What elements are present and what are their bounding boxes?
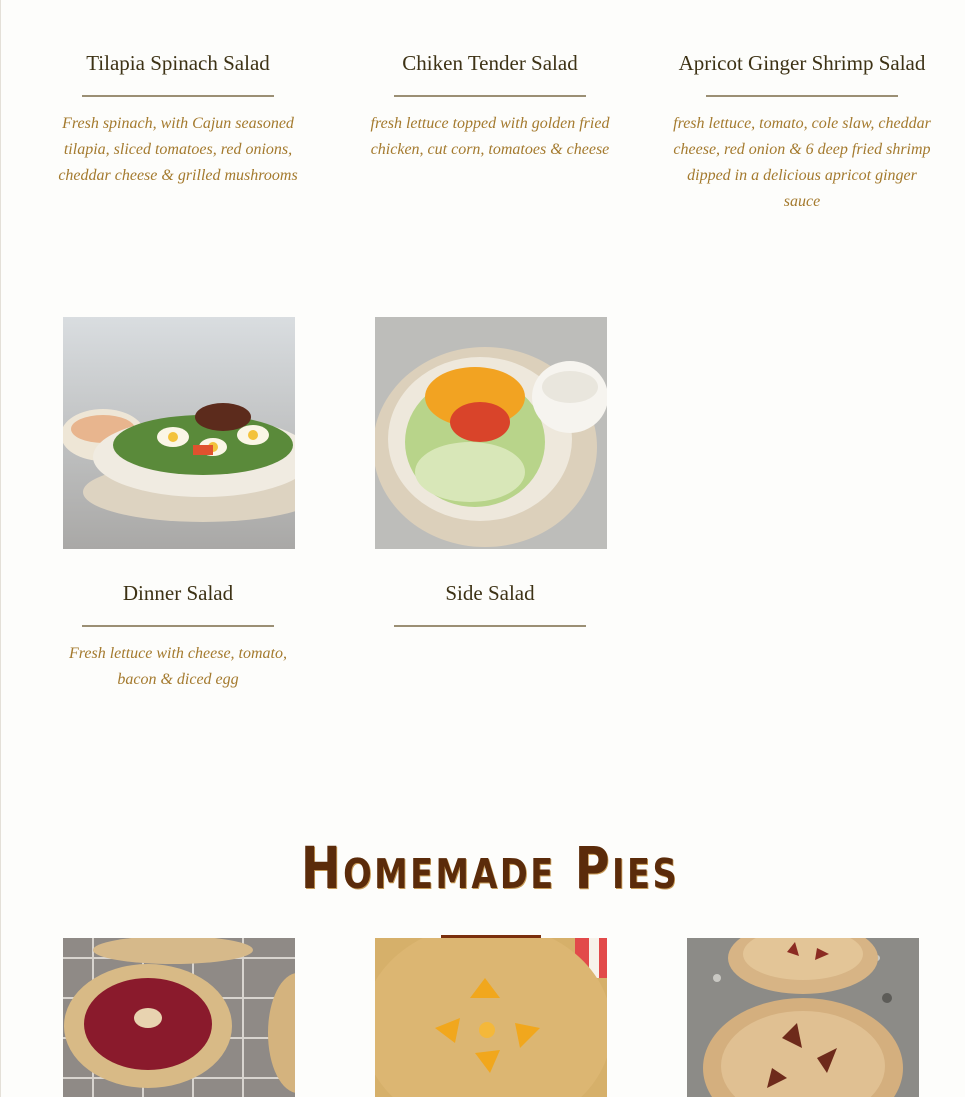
apple-pie-photo (687, 938, 919, 1097)
title-divider (394, 625, 586, 627)
item-description: Fresh spinach, with Cajun seasoned tilapia, sliced tomatoes, red onions, cheddar cheese & grilled mushrooms (58, 115, 298, 184)
title-divider (394, 95, 586, 97)
menu-item-dinner-salad (48, 578, 308, 693)
dinner-salad-photo (63, 317, 295, 549)
title-divider (82, 625, 274, 627)
page-edge-line (0, 0, 1, 1097)
item-description: fresh lettuce topped with golden fried chicken, cut corn, tomatoes & cheese (370, 115, 610, 158)
item-title: Apricot Ginger Shrimp Salad (678, 51, 926, 75)
item-description: fresh lettuce, tomato, cole slaw, cheddar cheese, red onion & 6 deep fried shrimp dipped in a delicious apricot ginger sauce (673, 115, 931, 210)
menu-item-tilapia-spinach-salad (48, 48, 308, 189)
section-heading-homemade-pies: Homemade Pies (300, 834, 680, 902)
menu-item-apricot-ginger-shrimp-salad (672, 48, 932, 215)
item-title: Dinner Salad (122, 581, 234, 605)
item-title: Chiken Tender Salad (402, 51, 578, 75)
menu-item-side-salad (360, 578, 620, 641)
item-description: Fresh lettuce with cheese, tomato, bacon & diced egg (68, 645, 287, 688)
menu-item-chiken-tender-salad (360, 48, 620, 163)
side-salad-photo (375, 317, 607, 549)
cherry-pie-photo (63, 938, 295, 1097)
item-title: Side Salad (445, 581, 535, 605)
title-divider (706, 95, 898, 97)
peach-pie-photo (375, 938, 607, 1097)
item-title: Tilapia Spinach Salad (86, 51, 270, 75)
title-divider (82, 95, 274, 97)
